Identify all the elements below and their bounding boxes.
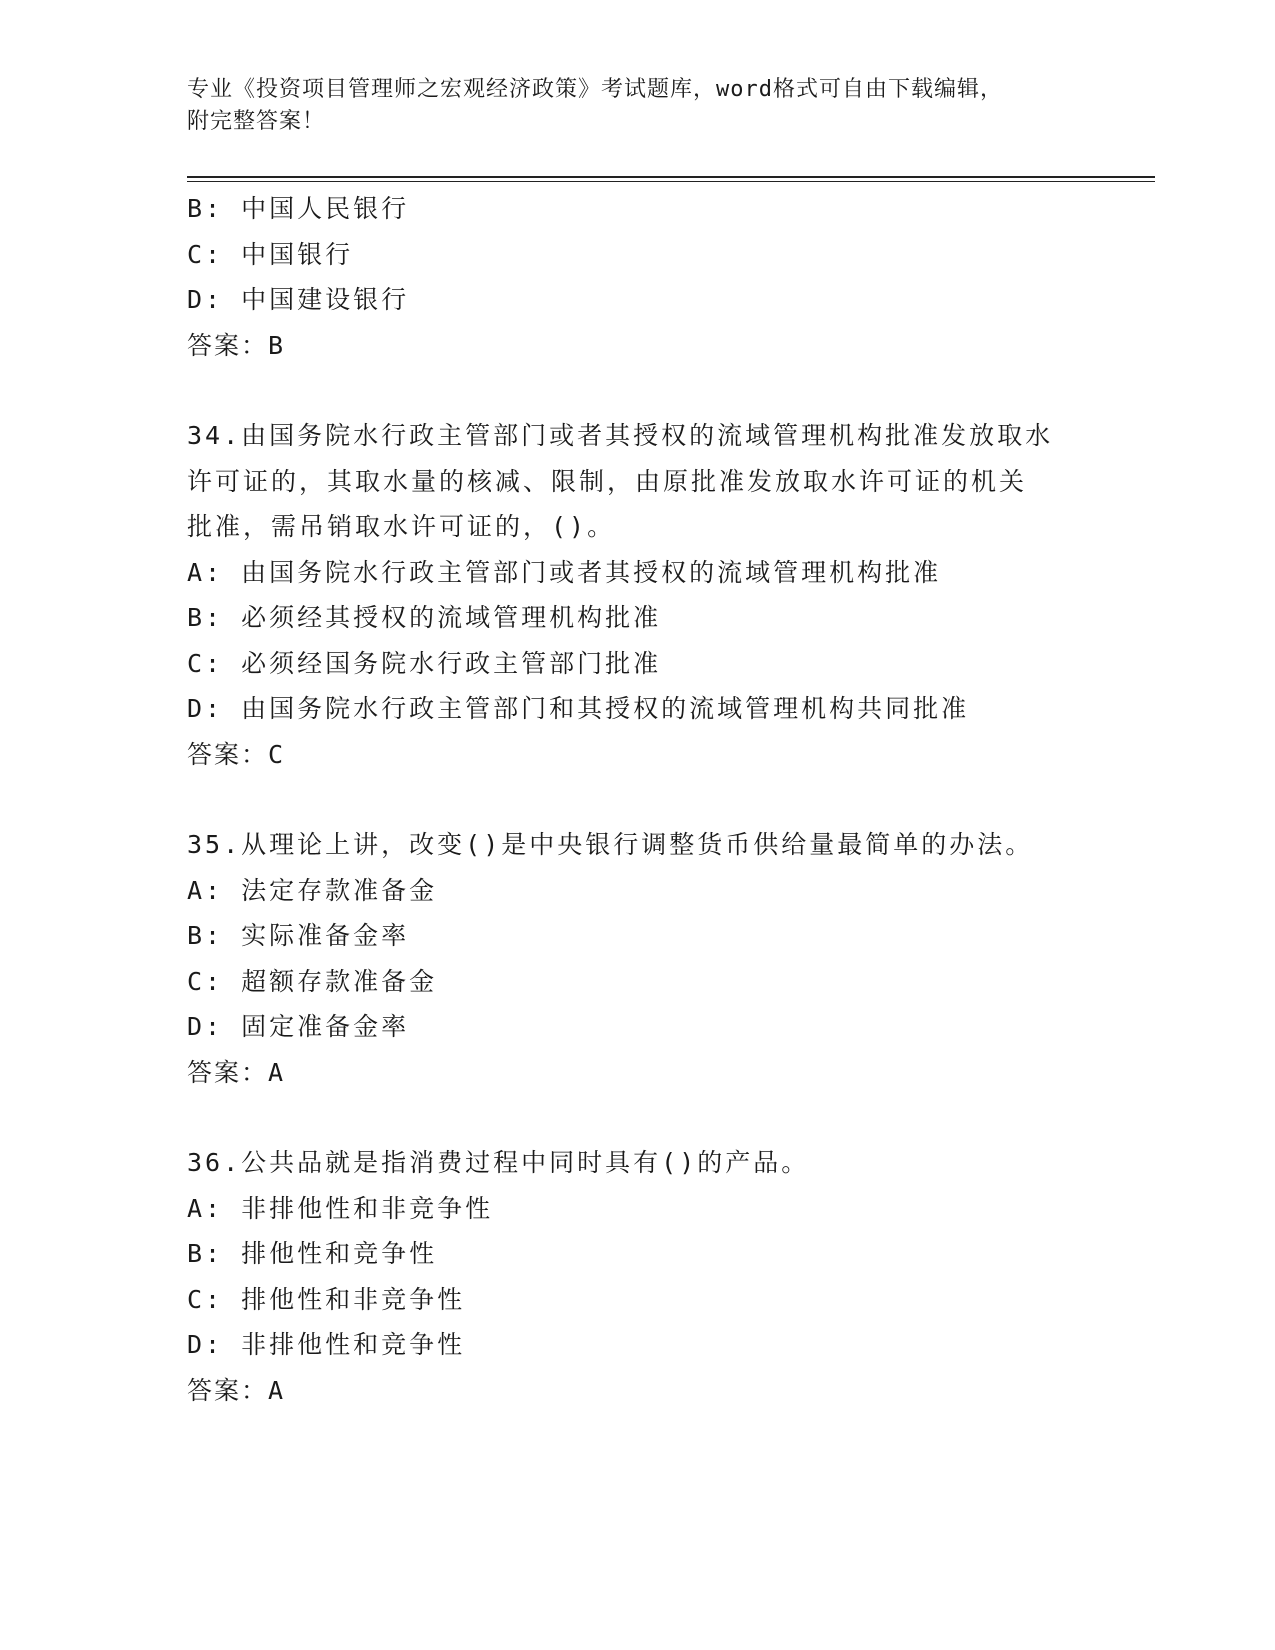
question-text-line: 许可证的，其取水量的核减、限制，由原批准发放取水许可证的机关: [187, 466, 1028, 496]
question-block-35: [187, 822, 1107, 1095]
answer-line: [187, 1050, 1107, 1096]
header-line-2: 附完整答案！: [187, 109, 326, 134]
answer-value: C: [268, 739, 286, 769]
option-b: B: 实际准备金率: [187, 921, 410, 950]
answer-value: B: [268, 330, 286, 360]
answer-value: A: [268, 1057, 286, 1087]
option-b: B: 排他性和竞争性: [187, 1239, 438, 1268]
option-b: B: 中国人民银行: [187, 194, 410, 223]
document-header: [187, 74, 1087, 138]
option-c: C: 中国银行: [187, 239, 354, 269]
option-d: D: 非排他性和竞争性: [187, 1330, 466, 1359]
answer-label: 答案：: [187, 1375, 269, 1405]
question-text-line: 35.从理论上讲，改变()是中央银行调整货币供给量最简单的办法。: [187, 830, 1034, 859]
option-a: A: 非排他性和非竞争性: [187, 1193, 494, 1223]
option-c: C: 超额存款准备金: [187, 966, 438, 996]
question-text-line: 36.公共品就是指消费过程中同时具有()的产品。: [187, 1148, 810, 1177]
question-text: [187, 822, 1107, 868]
answer-line: [187, 732, 1107, 778]
question-list: [187, 186, 1107, 1413]
question-block-33: [187, 186, 1107, 368]
question-text: [187, 1140, 1107, 1186]
option-c: C: 排他性和非竞争性: [187, 1284, 466, 1314]
answer-line: [187, 1368, 1107, 1414]
question-block-34: [187, 413, 1107, 777]
answer-line: [187, 323, 1107, 369]
question-text-line: 34.由国务院水行政主管部门或者其授权的流域管理机构批准发放取水: [187, 421, 1054, 450]
header-line-1: 专业《投资项目管理师之宏观经济政策》考试题库，word格式可自由下载编辑，: [187, 77, 1003, 102]
header-divider: [187, 176, 1155, 182]
question-text-line: 批准，需吊销取水许可证的，()。: [187, 512, 616, 541]
option-d: D: 固定准备金率: [187, 1012, 410, 1041]
option-d: D: 中国建设银行: [187, 285, 410, 314]
question-block-36: [187, 1140, 1107, 1413]
option-b: B: 必须经其授权的流域管理机构批准: [187, 603, 662, 632]
answer-value: A: [268, 1375, 286, 1405]
option-a: A: 法定存款准备金: [187, 875, 438, 905]
option-a: A: 由国务院水行政主管部门或者其授权的流域管理机构批准: [187, 557, 942, 587]
answer-label: 答案：: [187, 1057, 269, 1087]
question-text: [187, 413, 1107, 550]
answer-label: 答案：: [187, 739, 269, 769]
option-c: C: 必须经国务院水行政主管部门批准: [187, 648, 662, 678]
option-d: D: 由国务院水行政主管部门和其授权的流域管理机构共同批准: [187, 694, 970, 723]
answer-label: 答案：: [187, 330, 269, 360]
